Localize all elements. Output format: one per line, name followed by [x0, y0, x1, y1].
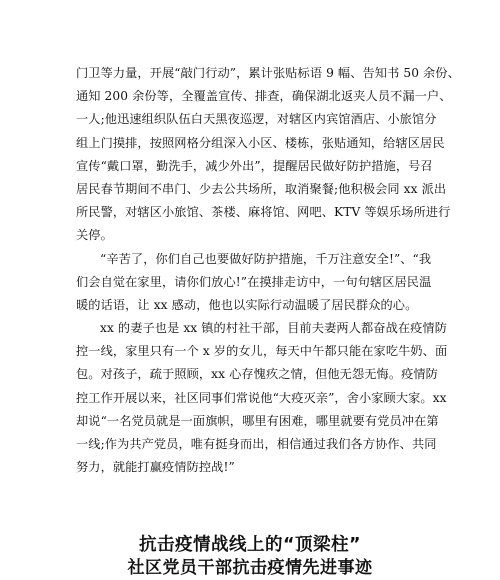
- paragraph-line: 包。对孩子，疏于照顾，xx 心存愧疚之情，但他无怨无悔。疫情防: [76, 367, 438, 382]
- paragraph-line: 们会自觉在家里，请你们放心!”在摸排走访中，一句句辖区居民温: [76, 274, 432, 289]
- paragraph-line: 所民警，对辖区小旅馆、茶楼、麻将馆、网吧、KTV 等娱乐场所进行: [76, 205, 451, 220]
- paragraph-line: 努力，就能打赢疫情防控战!”: [76, 460, 235, 475]
- paragraph-line: 控一线，家里只有一个 x 岁的女儿，每天中午都只能在家吃牛奶、面: [76, 344, 448, 359]
- paragraph-line: 暖的话语，让 xx 感动，他也以实际行动温暖了居民群众的心。: [76, 297, 418, 312]
- paragraph-line: 宣传“戴口罩，勤洗手，减少外出”，提醒居民做好防护措施，号召: [76, 158, 433, 173]
- paragraph-line: 通知 200 余份等，全覆盖宣传、排查，确保湖北返夹人员不漏一户、: [76, 89, 452, 104]
- paragraph-line: 组上门摸排，按照网格分组深入小区、楼栋，张贴通知，给辖区居民: [76, 135, 445, 150]
- paragraph-line: 一人;他迅速组织队伍白天黑夜巡逻，对辖区内宾馆酒店、小旅馆分: [76, 112, 437, 127]
- section-subheading: 社区党员干部抗击疫情先进事迹: [127, 558, 373, 578]
- paragraph-line: 居民春节期间不串门、少去公共场所，取消聚餐;他积极会同 xx 派出: [76, 181, 447, 196]
- paragraph-line: 关停。: [76, 228, 113, 243]
- paragraph-line: 却说“一名党员就是一面旗帜，哪里有困难，哪里就要有党员冲在第: [76, 413, 439, 428]
- paragraph-line: xx 的妻子也是 xx 镇的村社干部，目前夫妻两人都奋战在疫情防: [100, 321, 448, 336]
- paragraph-line: 控工作开展以来，社区同事们常说他“大疫灭亲”，舍小家顾大家。xx: [76, 390, 447, 405]
- section-heading: 抗击疫情战线上的“顶梁柱”: [138, 535, 361, 555]
- paragraph-line: 一线;作为共产党员，唯有挺身而出，相信通过我们各方协作、共同: [76, 437, 437, 451]
- article-body: [76, 62, 460, 479]
- paragraph-line: “辛苦了，你们自己也要做好防护措施，千万注意安全!”、“我: [100, 251, 432, 266]
- paragraph-line: 门卫等力量，开展“敲门行动”，累计张贴标语 9 幅、告知书 50 余份、: [76, 66, 460, 80]
